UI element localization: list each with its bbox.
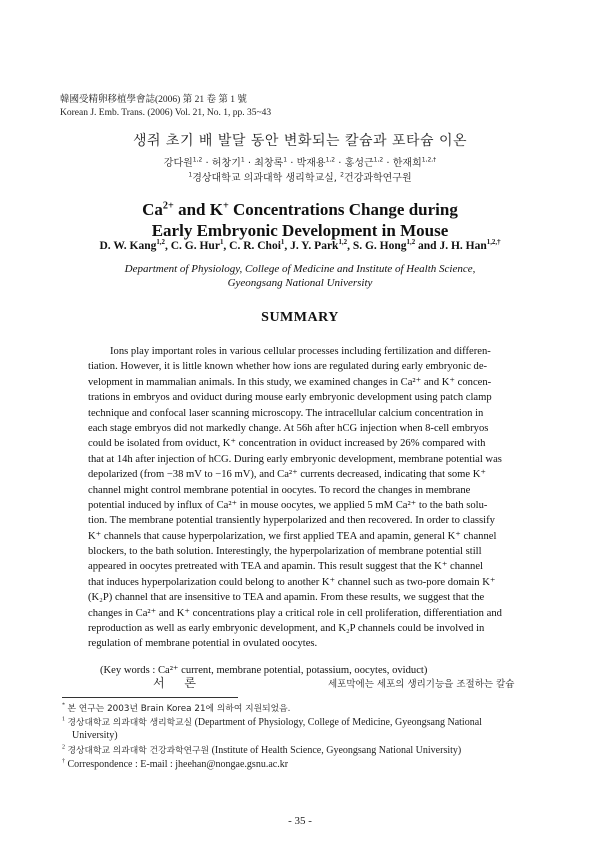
author-name: 한재희 xyxy=(392,158,422,169)
abstract-line: reproduction as well as early embryonic development, and K₂P channels could be involved in xyxy=(88,623,485,635)
english-title-line-2: Early Embryonic Development in Mouse xyxy=(151,221,449,240)
abstract-line: trations in embryos and oviduct during mouse early embryonic development using patch clamp xyxy=(88,392,492,404)
footnote-affiliation-2 xyxy=(62,744,461,758)
author-name: J. Y. Park xyxy=(290,240,339,252)
journal-line-korean: 韓國受精卵移植學會誌(2006) 第 21 卷 第 1 號 xyxy=(60,95,247,105)
aff-sup: 1 xyxy=(188,171,193,179)
author-sup: 1,2 xyxy=(325,156,336,164)
summary-heading: SUMMARY xyxy=(261,310,339,325)
footnote-text: (Department of Physiology, College of Medicine, Gyeongsang National xyxy=(194,717,482,728)
english-title-line-1 xyxy=(0,199,600,220)
footnote-text: (Institute of Health Science, Gyeongsang National University) xyxy=(211,745,462,756)
keywords: (Key words : Ca²⁺ current, membrane potential, potassium, oocytes, oviduct) xyxy=(100,665,428,676)
journal-line-english: Korean J. Emb. Trans. (2006) Vol. 21, No. 1, pp. 35~43 xyxy=(60,108,272,118)
abstract-line: regulation of membrane potential in ovulated oocytes. xyxy=(88,638,318,650)
intro-first-line: 세포막에는 세포의 생리기능을 조절하는 칼슘 xyxy=(328,679,515,690)
footnote-correspondence xyxy=(62,758,288,772)
abstract-line: appeared in oocytes pretreated with TEA and apamin. This result suggest that the K⁺ channel xyxy=(88,561,483,573)
author-name: C. G. Hur xyxy=(170,240,220,252)
author-name: 홍성근 xyxy=(344,158,374,169)
abstract-line: tiation. However, it is little known whether how ions are regulated during early embryonic de- xyxy=(88,361,488,373)
abstract-line: Ions play important roles in various cellular processes including fertilization and differen- xyxy=(110,346,491,357)
author-sup: 1,2,† xyxy=(421,156,437,164)
author-name: 최창록 xyxy=(254,158,284,169)
page-number: - 35 - xyxy=(288,815,312,827)
abstract-line: that at 14h after injection of hCG. During early embryonic development, membrane potential was xyxy=(88,453,502,465)
abstract-body xyxy=(88,344,540,652)
english-authors: D. W. Kang$^{1,2}$, C. G. Hur$^1$, C. R. Choi$^1$, J. Y. Park$^{1,2}$, S. G. Hong$^{1,2}$ and J. H. Han$^{1,2,\dagger}$ xyxy=(99,239,501,252)
author-name: S. G. Hong xyxy=(352,240,407,252)
abstract-line: channel might control membrane potential in oocytes. To record the changes in membrane xyxy=(88,484,471,496)
title-part: Ca xyxy=(142,200,163,219)
journal-header xyxy=(60,94,271,120)
abstract-line: velopment in mammalian animals. In this study, we examined changes in Ca²⁺ and K⁺ concen- xyxy=(88,376,492,388)
footnote-text: 경상대학교 의과대학 건강과학연구원 xyxy=(67,746,210,756)
author-name: 박재용 xyxy=(296,158,326,169)
english-affiliation xyxy=(0,262,600,290)
abstract-line: technique and confocal laser scanning microscopy. The intracellular calcium concentration in xyxy=(88,407,484,419)
title-part: and K xyxy=(173,200,223,219)
footnote-mark: † xyxy=(62,758,65,765)
korean-authors: 강다원$^{1,2}$ · 허창기$^1$ · 최창록$^1$ · 박재용$^{1,2}$ · 홍성근$^{1,2}$ · 한재희$^{1,2,\dagger}$ xyxy=(163,156,437,169)
footnote-mark: * xyxy=(62,702,65,709)
author-sup: 1 xyxy=(283,156,288,164)
author-sup: 1,2,† xyxy=(486,239,501,247)
author-sup: 1,2 xyxy=(192,156,203,164)
abstract-line: potential induced by influx of Ca²⁺ in mouse oocytes, we applied 5 mM Ca²⁺ to the bath solu- xyxy=(88,499,488,511)
korean-title: 생쥐 초기 배 발달 동안 변화되는 칼슘과 포타슘 이온 xyxy=(132,133,468,149)
abstract-line: tion. The membrane potential transiently hyperpolarized and then recovered. In order to classify xyxy=(88,515,495,527)
affiliation-line: Department of Physiology, College of Medicine and Institute of Health Science, xyxy=(124,263,476,275)
aff-sup: 2 xyxy=(340,171,344,179)
footnote-mark: 1 xyxy=(62,716,65,723)
abstract-line: changes in Ca²⁺ and K⁺ concentrations play a critical role in cell proliferation, differentiation and xyxy=(88,607,502,619)
footnote-affiliation-1 xyxy=(62,716,482,730)
author-sup: 1 xyxy=(280,239,285,247)
aff-part: 경상대학교 의과대학 생리학교실, xyxy=(192,173,341,184)
korean-affiliation xyxy=(0,169,600,184)
author-sup: 1 xyxy=(240,156,245,164)
footnote-affiliation-1-cont: University) xyxy=(72,730,118,741)
footnote-text: 경상대학교 의과대학 생리학교실 xyxy=(67,718,193,728)
abstract-line: each stage embryos did not markedly change. At 56h after hCG injection when 8-cell embryos xyxy=(88,422,489,434)
author-sup: 1,2 xyxy=(373,156,384,164)
author-sup: 1 xyxy=(219,239,224,247)
footnote-text: Correspondence : E-mail : jheehan@nongae.gsnu.ac.kr xyxy=(67,759,289,770)
affiliation-line: Gyeongsang National University xyxy=(227,277,373,289)
aff-part: 건강과학연구원 xyxy=(344,173,412,184)
author-sup: 1,2 xyxy=(156,239,165,247)
author-name: 강다원 xyxy=(163,158,193,169)
abstract-line: (K₂P) channel that are insensitive to TEA and apamin. From these results, we suggest that the xyxy=(88,592,485,604)
title-sup: 2+ xyxy=(162,200,174,212)
abstract-line: that induces hyperpolarization could belong to another K⁺ channel such as two-pore domain K⁺ xyxy=(88,576,496,588)
title-part: Concentrations Change during xyxy=(228,200,458,219)
author-name: D. W. Kang xyxy=(99,240,157,252)
abstract-line: depolarized (from −38 mV to −16 mV), and Ca²⁺ currents decreased, indicating that some K⁺ xyxy=(88,469,486,481)
footnote-text: 본 연구는 2003년 Brain Korea 21에 의하여 지원되었음. xyxy=(67,704,291,714)
english-title xyxy=(0,199,600,241)
footnote-funding xyxy=(62,702,290,716)
abstract-line: could be isolated from oviduct, K⁺ concentration in oviduct increased by 26% compared with xyxy=(88,438,486,450)
author-name: J. H. Han xyxy=(439,240,487,252)
section-heading-introduction: 서 론 xyxy=(153,676,204,690)
title-sup: + xyxy=(222,200,229,212)
author-name: 허창기 xyxy=(211,158,241,169)
author-sup: 1,2 xyxy=(338,239,348,247)
footnote-mark: 2 xyxy=(62,744,65,751)
footnote-divider xyxy=(62,697,238,698)
author-name: C. R. Choi xyxy=(229,240,281,252)
abstract-line: K⁺ channels that cause hyperpolarization, we first applied TEA and apamin, general K⁺ channel xyxy=(88,530,497,542)
abstract-line: blockers, to the bath solution. Interestingly, the hyperpolarization of membrane potential still xyxy=(88,546,482,558)
author-sup: 1,2 xyxy=(406,239,416,247)
